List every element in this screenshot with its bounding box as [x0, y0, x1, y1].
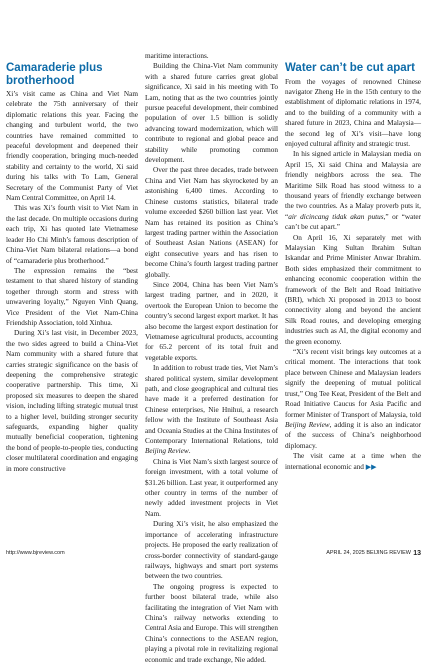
paragraph	[285, 347, 421, 451]
paragraph-tail: ,” or “water can’t be cut apart.”	[285, 212, 421, 232]
paragraph-tail: .	[188, 447, 191, 456]
footer-issue: APRIL 24, 2025 BEIJING REVIEW	[326, 550, 411, 556]
publication-name: Beijing Review	[285, 420, 330, 429]
paragraph-tail: , adding it is also an indicator of the success of China’s neighborhood diplomacy.	[285, 420, 422, 450]
page-number: 13	[413, 550, 421, 557]
paragraph: China is Viet Nam’s sixth largest source of foreign investment, with a total volume of $31.26 billion. Last year, it outperformed any other country in terms of the number of newly added investment projects in Viet Nam.	[145, 457, 278, 518]
paragraph: Xi’s visit came as China and Viet Nam celebrate the 75th anniversary of their diplomatic relations this year. Facing the changing and turbulent world, the two countries have remained committed to peaceful development and deepened their friendly cooperation, bringing much-needed stability and certainty to the world, Xi said during his talks with To Lam, General Secretary of the Communist Party of Viet Nam Central Committee, on April 14.	[6, 90, 138, 203]
paragraph: During Xi’s last visit, in December 2023, the two sides agreed to build a China-Viet Nam community with a shared future that carries strategic significance on the basis of deepening the comprehensive strategic cooperative partnership. This time, Xi proposed six measures to deepen the shared vision, including lifting strategic mutual trust to a higher level, building stronger security safeguards, expanding higher quality mutually beneficial cooperation, tightening the bond of people-to-people ties, conducting closer multilateral coordination and engaging in more constructive	[6, 329, 138, 473]
paragraph	[285, 149, 421, 232]
column-3	[285, 0, 421, 472]
paragraph-text: In his signed article in Malaysian media on April 15, Xi said China and Malaysia are friendly neighbors across the sea. The Maritime Silk Road has stood witness to a thousand years of friendly exchange between the two countries. As a Malay proverb puts it, “	[285, 150, 421, 221]
paragraph-text: In addition to robust trade ties, Viet Nam’s shared political system, similar development path, and close geographical and cultural ties have made it a preferred destination for Chinese enterprises, Nie Hnihui, a research fellow with the Institute of Southeast Asia and Oceania Studies at the China Institutes of Contemporary International Relations, told	[145, 364, 278, 446]
malay-proverb: air dicincang tidak akan putus	[288, 212, 384, 221]
paragraph: On April 16, Xi separately met with Malaysian King Sultan Ibrahim Sultan Iskandar and Prime Minister Anwar Ibrahim. Both sides emphasized their commitment to enhancing economic cooperation within the framework of the Belt and Road Initiative (BRI), which Xi proposed in 2013 to boost connectivity along and beyond the ancient Silk Road routes, and developing emerging industries such as AI, the digital economy and the green economy.	[285, 233, 421, 346]
paragraph: During Xi’s visit, he also emphasized the importance of accelerating infrastructure projects. He proposed the early realization of cross-border connectivity of standard-gauge railways, highways and smart port systems between the two countries.	[145, 520, 278, 581]
paragraph-text: The visit came at a time when the international economic and	[285, 452, 421, 471]
section-heading-camaraderie: Camaraderie plus brotherhood	[6, 62, 103, 87]
section-heading-water: Water can’t be cut apart	[285, 62, 415, 74]
paragraph: Since 2004, China has been Viet Nam’s largest trading partner, and in 2020, it overtook the European Union to become the country’s second largest export market. It has also become the largest export destination for Vietnamese agricultural products, accounting for 65.2 percent of its total fruit and vegetable exports.	[145, 280, 278, 362]
publication-name: Beijing Review	[145, 447, 189, 456]
column-1	[6, 0, 138, 474]
paragraph	[285, 451, 421, 472]
footer-url: http://www.bjreview.com	[6, 550, 65, 556]
paragraph: From the voyages of renowned Chinese navigator Zheng He in the 15th century to the establishment of diplomatic relations in 1974, and to the building of a community with a shared future in 2023, China and Malaysia—the second leg of Xi’s visit—have long enjoyed cultural affinity and strategic trust.	[285, 77, 421, 148]
paragraph: The ongoing progress is expected to further boost bilateral trade, while also facilitating the integration of Viet Nam with China’s railway networks extending to Central Asia and Europe. This will strengthen China’s connections to the ASEAN region, playing a pivotal role in revitalizing regional economic and trade exchange, Nie added.	[145, 582, 278, 664]
paragraph-text: “Xi’s recent visit brings key outcomes at a critical moment. The interactions that took place between Chinese and Malaysian leaders signify the deepening of mutual political trust,” Ong Tee Keat, President of the Belt and Road Initiative Caucus for Asia Pacific and former Minister of Transport of Malaysia, told	[285, 348, 421, 419]
paragraph: Over the past three decades, trade between China and Viet Nam has skyrocketed by an astonishing 6,400 times. According to Chinese customs statistics, bilateral trade volume exceeded $260 billion last year. Viet Nam has retained its position as China’s largest trading partner within the Association of Southeast Asian Nations (ASEAN) for eight consecutive years and has risen to become China’s fourth largest trading partner globally.	[145, 166, 278, 279]
paragraph: The expression remains the “best testament to that shared history of standing together through storm and stress with unwavering loyalty,” Nguyen Vinh Quang, Vice President of the Viet Nam-China Friendship Association, told Xinhua.	[6, 266, 138, 327]
column-2	[145, 0, 278, 665]
continue-arrow-icon: ▶▶	[365, 462, 377, 471]
paragraph: Building the China-Viet Nam community with a shared future carries great global significance, Xi said in his meeting with To Lam, noting that as the two countries jointly pursue peaceful development, their combined population of over 1.5 billion is solidly advancing toward modernization, which will contribute to regional and global peace and stability while promoting common development.	[145, 62, 278, 165]
paragraph	[145, 363, 278, 457]
paragraph: This was Xi’s fourth visit to Viet Nam in the last decade. On multiple occasions during each trip, Xi has quoted late Vietnamese leader Ho Chi Minh’s famous description of China-Viet Nam bilateral relations—a bond of “camaraderie plus brotherhood.”	[6, 204, 138, 265]
paragraph: maritime interactions.	[145, 52, 209, 60]
